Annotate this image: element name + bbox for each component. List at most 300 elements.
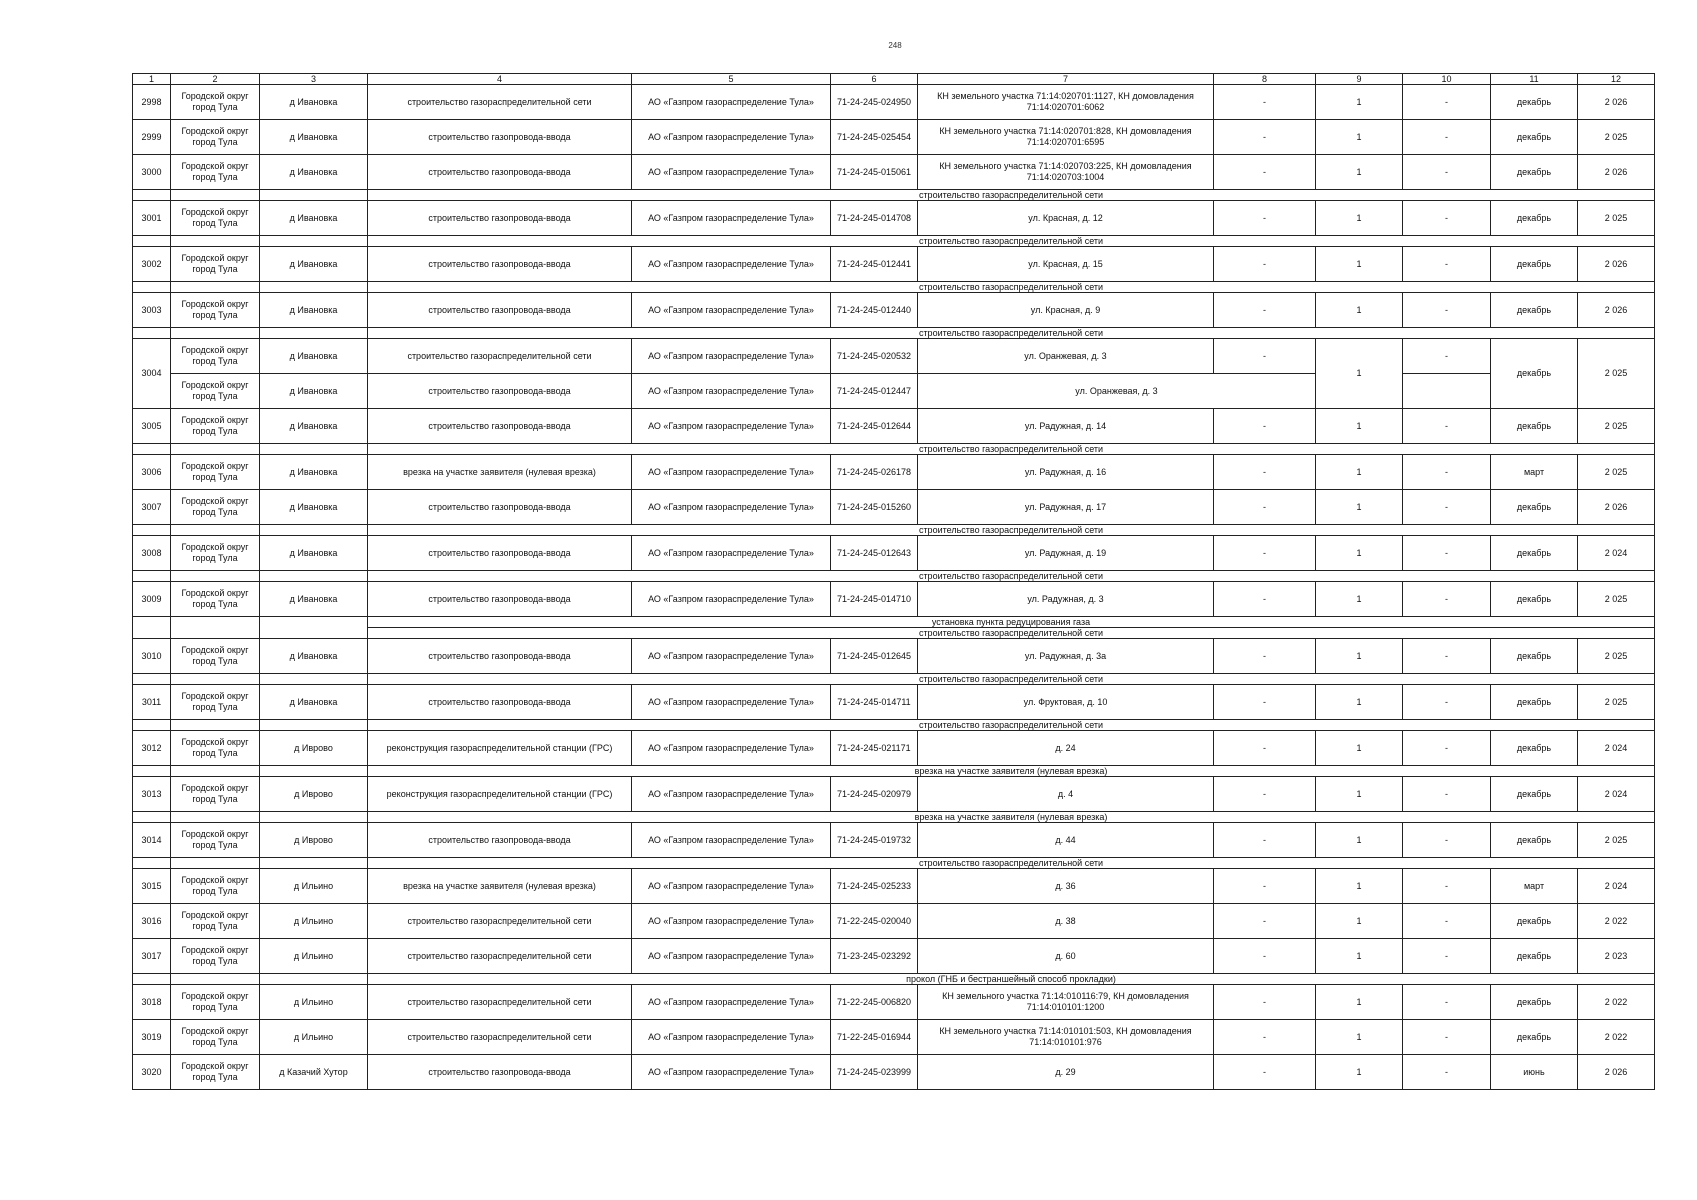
cell-year: 2 023 (1578, 939, 1655, 974)
row-number: 2998 (133, 85, 171, 120)
cell-village: д Ивановка (260, 85, 368, 120)
header-row (133, 74, 1655, 85)
row-number: 3018 (133, 985, 171, 1020)
table-row (133, 685, 1655, 720)
row-number: 3005 (133, 409, 171, 444)
subwork-row (133, 720, 1655, 731)
cell-work: врезка на участке заявителя (нулевая врезка) (368, 455, 632, 490)
cell-c9: 1 (1316, 293, 1403, 328)
subwork-label: прокол (ГНБ и бестраншейный способ прокладки) (368, 974, 1655, 985)
cell-month: декабрь (1491, 1020, 1578, 1055)
cell-org: АО «Газпром газораспределение Тула» (632, 985, 831, 1020)
cell-object: ул. Оранжевая, д. 3 (918, 339, 1214, 374)
cell-c9: 1 (1316, 536, 1403, 571)
cell-c9: 1 (1316, 247, 1403, 282)
cell-org: АО «Газпром газораспределение Тула» (632, 823, 831, 858)
cell-village: д Ильино (260, 939, 368, 974)
cell-c9: 1 (1316, 201, 1403, 236)
cell-month: декабрь (1491, 490, 1578, 525)
cell-year: 2 024 (1578, 536, 1655, 571)
cell-work: строительство газопровода-ввода (368, 490, 632, 525)
row-number: 3013 (133, 777, 171, 812)
spacer-cell (171, 282, 260, 293)
cell-c10: - (1403, 409, 1491, 444)
cell-org: АО «Газпром газораспределение Тула» (632, 85, 831, 120)
cell-work: строительство газораспределительной сети (368, 985, 632, 1020)
column-header: 11 (1491, 74, 1578, 85)
cell-org: АО «Газпром газораспределение Тула» (632, 1020, 831, 1055)
column-header: 2 (171, 74, 260, 85)
cell-code: 71-24-245-021171 (831, 731, 918, 766)
cell-c10: - (1403, 939, 1491, 974)
column-header: 7 (918, 74, 1214, 85)
table-row (133, 339, 1655, 374)
cell-month: декабрь (1491, 155, 1578, 190)
cell-c10: - (1403, 490, 1491, 525)
cell-year: 2 025 (1578, 201, 1655, 236)
cell-year: 2 025 (1578, 120, 1655, 155)
cell-c8: - (1214, 490, 1316, 525)
cell-c10: - (1403, 339, 1491, 374)
cell-object: ул. Радужная, д. 3 (918, 582, 1214, 617)
cell-year: 2 025 (1578, 823, 1655, 858)
cell-object: ул. Радужная, д. 14 (918, 409, 1214, 444)
subwork-row (133, 617, 1655, 628)
cell-object: КН земельного участка 71:14:010101:503, КН домовладения 71:14:010101:976 (918, 1020, 1214, 1055)
row-number: 3010 (133, 639, 171, 674)
column-header: 5 (632, 74, 831, 85)
spacer-cell (171, 974, 260, 985)
cell-c10: - (1403, 293, 1491, 328)
cell-org: АО «Газпром газораспределение Тула» (632, 293, 831, 328)
cell-work: строительство газораспределительной сети (368, 904, 632, 939)
cell-work: строительство газопровода-ввода (368, 536, 632, 571)
cell-district: Городской округ город Тула (171, 731, 260, 766)
cell-org: АО «Газпром газораспределение Тула» (632, 777, 831, 812)
subwork-label: строительство газораспределительной сети (368, 236, 1655, 247)
subwork-row (133, 766, 1655, 777)
subwork-label: установка пункта редуцирования газа (368, 617, 1655, 628)
cell-object: КН земельного участка 71:14:020701:1127, КН домовладения 71:14:020701:6062 (918, 85, 1214, 120)
table-row (133, 247, 1655, 282)
cell-c9: 1 (1316, 939, 1403, 974)
cell-c9: 1 (1316, 155, 1403, 190)
cell-year: 2 025 (1578, 409, 1655, 444)
cell-village: д Ивановка (260, 639, 368, 674)
spacer-cell (133, 328, 171, 339)
spacer-cell (171, 858, 260, 869)
cell-code: 71-24-245-024950 (831, 85, 918, 120)
cell-work: строительство газопровода-ввода (368, 120, 632, 155)
spacer-cell (260, 812, 368, 823)
spacer-cell (133, 858, 171, 869)
cell-district: Городской округ город Тула (171, 85, 260, 120)
spacer-cell (171, 674, 260, 685)
cell-code: 71-24-245-025233 (831, 869, 918, 904)
cell-year: 2 025 (1578, 455, 1655, 490)
cell-village: д Ивановка (260, 455, 368, 490)
cell-code: 71-24-245-019732 (831, 823, 918, 858)
cell-district: Городской округ город Тула (171, 869, 260, 904)
spacer-cell (133, 766, 171, 777)
cell-district: Городской округ город Тула (171, 339, 260, 374)
cell-work: строительство газораспределительной сети (368, 339, 632, 374)
cell-c8: - (1214, 904, 1316, 939)
cell-c8: - (1214, 155, 1316, 190)
spacer-cell (133, 974, 171, 985)
cell-c8: - (1214, 339, 1316, 374)
cell-year: 2 024 (1578, 777, 1655, 812)
cell-code: 71-24-245-015260 (831, 490, 918, 525)
cell-c8: - (1214, 939, 1316, 974)
cell-village: д Ивановка (260, 490, 368, 525)
column-header: 4 (368, 74, 632, 85)
cell-year: 2 026 (1578, 247, 1655, 282)
cell-org: АО «Газпром газораспределение Тула» (632, 685, 831, 720)
subwork-row (133, 282, 1655, 293)
spacer-cell (133, 282, 171, 293)
spacer-cell (171, 328, 260, 339)
subwork-row (133, 444, 1655, 455)
spacer-cell (260, 525, 368, 536)
cell-c8: - (1214, 1020, 1316, 1055)
cell-c8: - (1214, 582, 1316, 617)
cell-c10: - (1403, 869, 1491, 904)
spacer-cell (260, 236, 368, 247)
subwork-label: строительство газораспределительной сети (368, 282, 1655, 293)
cell-c10: - (1403, 731, 1491, 766)
cell-district: Городской округ город Тула (171, 985, 260, 1020)
cell-work: строительство газопровода-ввода (368, 247, 632, 282)
cell-district: Городской округ город Тула (171, 939, 260, 974)
cell-object: ул. Красная, д. 12 (918, 201, 1214, 236)
column-header: 10 (1403, 74, 1491, 85)
cell-c9: 1 (1316, 985, 1403, 1020)
cell-district: Городской округ город Тула (171, 904, 260, 939)
cell-district: Городской округ город Тула (171, 685, 260, 720)
table-row (133, 201, 1655, 236)
cell-c9: 1 (1316, 731, 1403, 766)
cell-object: КН земельного участка 71:14:020701:828, КН домовладения 71:14:020701:6595 (918, 120, 1214, 155)
cell-code: 71-24-245-012643 (831, 536, 918, 571)
cell-code: 71-24-245-012441 (831, 247, 918, 282)
cell-c8: - (1214, 731, 1316, 766)
cell-org: АО «Газпром газораспределение Тула» (632, 490, 831, 525)
row-number: 3003 (133, 293, 171, 328)
cell-work: строительство газопровода-ввода (368, 201, 632, 236)
cell-year: 2 025 (1578, 582, 1655, 617)
cell-object: д. 4 (918, 777, 1214, 812)
cell-c9: 1 (1316, 685, 1403, 720)
cell-c10: - (1403, 582, 1491, 617)
cell-district: Городской округ город Тула (171, 374, 260, 409)
cell-code: 71-22-245-006820 (831, 985, 918, 1020)
cell-c8: - (1214, 409, 1316, 444)
row-number: 3020 (133, 1055, 171, 1090)
subwork-row (133, 674, 1655, 685)
cell-code: 71-24-245-012644 (831, 409, 918, 444)
cell-code: 71-24-245-012440 (831, 293, 918, 328)
row-number: 3009 (133, 582, 171, 617)
subwork-label: строительство газораспределительной сети (368, 674, 1655, 685)
subwork-label: врезка на участке заявителя (нулевая врезка) (368, 766, 1655, 777)
cell-c10: - (1403, 823, 1491, 858)
subwork-label: строительство газораспределительной сети (368, 571, 1655, 582)
cell-year: 2 026 (1578, 490, 1655, 525)
cell-c10: - (1403, 155, 1491, 190)
table-row (133, 823, 1655, 858)
spacer-cell (171, 525, 260, 536)
spacer-cell (260, 720, 368, 731)
cell-month: июнь (1491, 1055, 1578, 1090)
column-header: 12 (1578, 74, 1655, 85)
cell-c8: - (1214, 685, 1316, 720)
spacer-cell (171, 444, 260, 455)
spacer-cell (133, 617, 171, 628)
cell-org: АО «Газпром газораспределение Тула» (632, 339, 831, 374)
cell-org: АО «Газпром газораспределение Тула» (632, 582, 831, 617)
cell-month: декабрь (1491, 777, 1578, 812)
cell-district: Городской округ город Тула (171, 120, 260, 155)
cell-village: д Иврово (260, 823, 368, 858)
spacer-cell (260, 190, 368, 201)
spacer-cell (171, 720, 260, 731)
cell-object: д. 36 (918, 869, 1214, 904)
cell-district: Городской округ город Тула (171, 490, 260, 525)
cell-c8: - (1214, 455, 1316, 490)
cell-code: 71-24-245-023999 (831, 1055, 918, 1090)
cell-month: март (1491, 455, 1578, 490)
cell-work: строительство газопровода-ввода (368, 685, 632, 720)
spacer-cell (260, 282, 368, 293)
cell-district: Городской округ город Тула (171, 155, 260, 190)
cell-district: Городской округ город Тула (171, 639, 260, 674)
cell-c10 (1403, 374, 1491, 409)
spacer-cell (260, 674, 368, 685)
spacer-cell (260, 444, 368, 455)
cell-c10: - (1403, 777, 1491, 812)
spacer-cell (260, 328, 368, 339)
cell-village: д Ивановка (260, 409, 368, 444)
spacer-cell (171, 812, 260, 823)
cell-month: декабрь (1491, 85, 1578, 120)
row-number: 3001 (133, 201, 171, 236)
subwork-row (133, 974, 1655, 985)
spacer-cell (260, 974, 368, 985)
spacer-cell (171, 236, 260, 247)
cell-c10: - (1403, 904, 1491, 939)
cell-month: декабрь (1491, 536, 1578, 571)
cell-month: декабрь (1491, 685, 1578, 720)
row-number: 3011 (133, 685, 171, 720)
subwork-row (133, 858, 1655, 869)
cell-village: д Ивановка (260, 536, 368, 571)
cell-work: строительство газопровода-ввода (368, 639, 632, 674)
cell-month: декабрь (1491, 247, 1578, 282)
row-number: 3015 (133, 869, 171, 904)
row-number: 3007 (133, 490, 171, 525)
cell-c9: 1 (1316, 869, 1403, 904)
cell-org: АО «Газпром газораспределение Тула» (632, 201, 831, 236)
column-header: 6 (831, 74, 918, 85)
row-number: 3002 (133, 247, 171, 282)
row-number: 3006 (133, 455, 171, 490)
cell-org: АО «Газпром газораспределение Тула» (632, 1055, 831, 1090)
cell-work: строительство газопровода-ввода (368, 582, 632, 617)
cell-org: АО «Газпром газораспределение Тула» (632, 939, 831, 974)
cell-year: 2 022 (1578, 985, 1655, 1020)
table-row (133, 731, 1655, 766)
spacer-cell (171, 571, 260, 582)
cell-c8: - (1214, 120, 1316, 155)
table-row (133, 455, 1655, 490)
spacer-cell (171, 617, 260, 628)
column-header: 8 (1214, 74, 1316, 85)
cell-year: 2 026 (1578, 155, 1655, 190)
spacer-cell (133, 236, 171, 247)
cell-c10: - (1403, 455, 1491, 490)
cell-district: Городской округ город Тула (171, 455, 260, 490)
spacer-cell (133, 525, 171, 536)
cell-code: 71-24-245-014711 (831, 685, 918, 720)
cell-object: КН земельного участка 71:14:010116:79, КН домовладения 71:14:010101:1200 (918, 985, 1214, 1020)
cell-month: декабрь (1491, 939, 1578, 974)
cell-object: ул. Радужная, д. 3а (918, 639, 1214, 674)
cell-c8: - (1214, 536, 1316, 571)
cell-work: реконструкция газораспределительной станции (ГРС) (368, 777, 632, 812)
cell-village: д Ильино (260, 869, 368, 904)
cell-c10: - (1403, 639, 1491, 674)
row-number: 3017 (133, 939, 171, 974)
subwork-label: строительство газораспределительной сети (368, 628, 1655, 639)
table-row (133, 120, 1655, 155)
cell-year: 2 025 (1578, 339, 1655, 409)
cell-org: АО «Газпром газораспределение Тула» (632, 731, 831, 766)
cell-work: строительство газопровода-ввода (368, 374, 632, 409)
cell-c8: - (1214, 777, 1316, 812)
cell-c9: 1 (1316, 823, 1403, 858)
spacer-cell (133, 571, 171, 582)
cell-code: 71-24-245-020979 (831, 777, 918, 812)
table-row (133, 490, 1655, 525)
cell-org: АО «Газпром газораспределение Тула» (632, 409, 831, 444)
subwork-label: строительство газораспределительной сети (368, 525, 1655, 536)
cell-village: д Ильино (260, 985, 368, 1020)
cell-c10: - (1403, 685, 1491, 720)
cell-year: 2 026 (1578, 85, 1655, 120)
cell-c9: 1 (1316, 455, 1403, 490)
cell-year: 2 022 (1578, 904, 1655, 939)
cell-org: АО «Газпром газораспределение Тула» (632, 374, 831, 409)
cell-month: декабрь (1491, 201, 1578, 236)
cell-work: строительство газопровода-ввода (368, 155, 632, 190)
table-row (133, 869, 1655, 904)
cell-c9: 1 (1316, 904, 1403, 939)
table-row (133, 582, 1655, 617)
cell-c9: 1 (1316, 582, 1403, 617)
cell-code: 71-24-245-020532 (831, 339, 918, 374)
cell-c10: - (1403, 1020, 1491, 1055)
cell-village: д Ивановка (260, 293, 368, 328)
cell-work: строительство газопровода-ввода (368, 293, 632, 328)
cell-object: ул. Красная, д. 9 (918, 293, 1214, 328)
cell-c8: - (1214, 201, 1316, 236)
table-row (133, 374, 1655, 409)
cell-work: строительство газопровода-ввода (368, 1055, 632, 1090)
cell-c8: - (1214, 985, 1316, 1020)
table-row (133, 639, 1655, 674)
cell-month: декабрь (1491, 904, 1578, 939)
subwork-label: строительство газораспределительной сети (368, 190, 1655, 201)
spacer-cell (133, 444, 171, 455)
spacer-cell (133, 190, 171, 201)
table-row (133, 1055, 1655, 1090)
data-table (132, 73, 1655, 1090)
cell-c10: - (1403, 1055, 1491, 1090)
cell-month: декабрь (1491, 582, 1578, 617)
subwork-label: врезка на участке заявителя (нулевая врезка) (368, 812, 1655, 823)
cell-org: АО «Газпром газораспределение Тула» (632, 155, 831, 190)
cell-code: 71-24-245-014708 (831, 201, 918, 236)
cell-c9: 1 (1316, 490, 1403, 525)
cell-object: ул. Фруктовая, д. 10 (918, 685, 1214, 720)
cell-code: 71-22-245-020040 (831, 904, 918, 939)
cell-district: Городской округ город Тула (171, 582, 260, 617)
cell-org: АО «Газпром газораспределение Тула» (632, 455, 831, 490)
cell-object: ул. Радужная, д. 16 (918, 455, 1214, 490)
spacer-cell (171, 190, 260, 201)
subwork-row (133, 571, 1655, 582)
table-row (133, 85, 1655, 120)
cell-c10: - (1403, 247, 1491, 282)
cell-c8: - (1214, 639, 1316, 674)
cell-work: строительство газопровода-ввода (368, 409, 632, 444)
cell-c9: 1 (1316, 639, 1403, 674)
row-number: 3014 (133, 823, 171, 858)
cell-c9: 1 (1316, 777, 1403, 812)
subwork-row (133, 812, 1655, 823)
cell-object: КН земельного участка 71:14:020703:225, КН домовладения 71:14:020703:1004 (918, 155, 1214, 190)
row-number: 3016 (133, 904, 171, 939)
cell-month: декабрь (1491, 985, 1578, 1020)
cell-object: д. 38 (918, 904, 1214, 939)
row-number: 2999 (133, 120, 171, 155)
cell-month: декабрь (1491, 409, 1578, 444)
row-number: 3000 (133, 155, 171, 190)
table-row (133, 293, 1655, 328)
spacer-cell (260, 766, 368, 777)
cell-month: декабрь (1491, 823, 1578, 858)
cell-c9: 1 (1316, 85, 1403, 120)
row-number: 3004 (133, 339, 171, 409)
cell-district: Городской округ город Тула (171, 201, 260, 236)
spacer-cell (260, 571, 368, 582)
cell-object: д. 24 (918, 731, 1214, 766)
cell-object: д. 44 (918, 823, 1214, 858)
column-header: 1 (133, 74, 171, 85)
cell-month: декабрь (1491, 731, 1578, 766)
cell-code: 71-24-245-012447 (831, 374, 918, 409)
cell-code: 71-24-245-026178 (831, 455, 918, 490)
cell-village: д Иврово (260, 777, 368, 812)
table-row (133, 1020, 1655, 1055)
spacer-cell (133, 720, 171, 731)
cell-object: д. 29 (918, 1055, 1214, 1090)
cell-c9: 1 (1316, 1020, 1403, 1055)
cell-year: 2 025 (1578, 639, 1655, 674)
cell-org: АО «Газпром газораспределение Тула» (632, 536, 831, 571)
spacer-cell (133, 628, 171, 639)
